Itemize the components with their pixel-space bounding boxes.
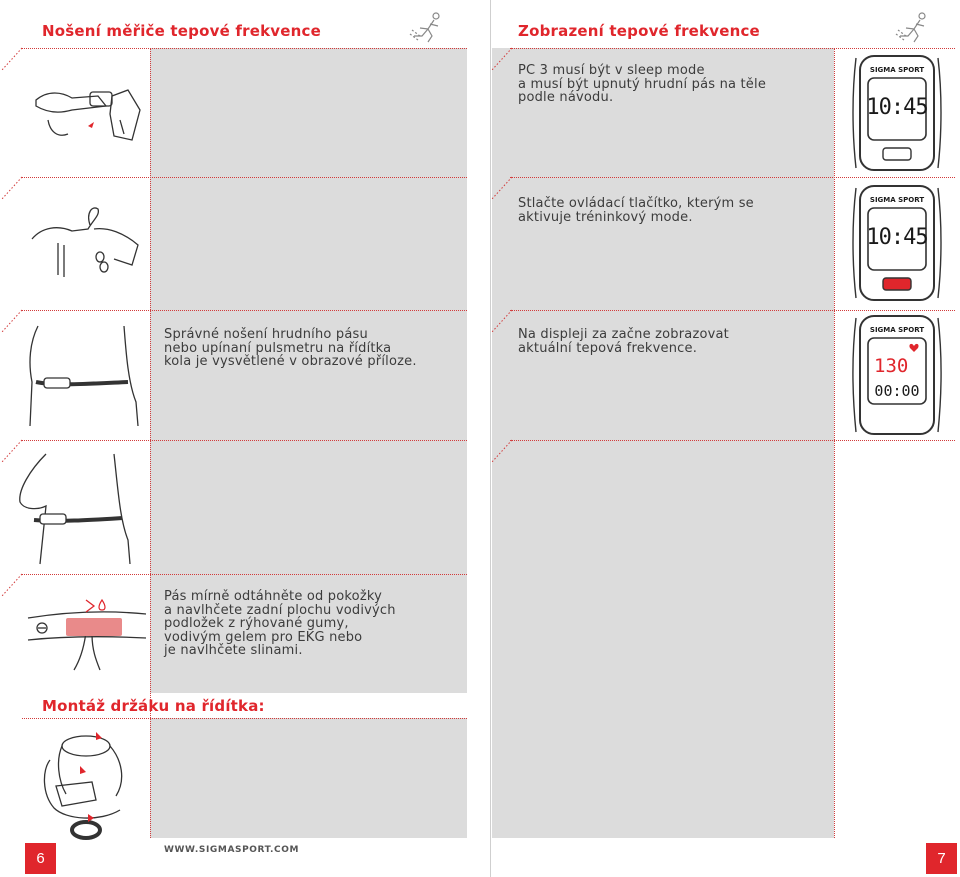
column-divider [834, 48, 835, 838]
footer-url: WWW.SIGMASPORT.COM [164, 845, 300, 855]
left-grey-panel-bottom [150, 718, 467, 838]
watch-button-pressed [883, 278, 911, 290]
watch-time: 10:45 [866, 95, 928, 120]
arrow-icon [80, 766, 86, 774]
watch-brand: SIGMA SPORT [869, 66, 925, 74]
moisten-pads-text: Pás mírně odtáhněte od pokožky a navlhčete zadní plochu vodivých podložek z rýhované gumy, vodivým gelem pro EKG nebo je navlhčete slinami. [164, 589, 396, 659]
watch-brand: SIGMA SPORT [869, 196, 925, 204]
strap-clip-illustration [28, 70, 146, 160]
runner-icon [408, 10, 450, 44]
watch-brand: SIGMA SPORT [869, 326, 925, 334]
watch-time: 10:45 [866, 225, 928, 250]
page-number-left: 6 [25, 843, 56, 874]
step1-text: PC 3 musí být v sleep mode a musí být upnutý hrudní pás na těle podle návodu. [518, 63, 767, 106]
arrow-icon [88, 122, 94, 128]
page-title-right: Zobrazení tepové frekvence [518, 22, 760, 40]
row-separator [510, 177, 955, 178]
row-separator [22, 177, 467, 178]
watch-display-sleep [852, 52, 942, 174]
watch-heart-rate: 130 [874, 355, 909, 377]
step2-text: Stlačte ovládací tlačítko, kterým se aktivuje tréninkový mode. [518, 196, 754, 225]
pad-area [66, 618, 122, 636]
mount-heading: Montáž držáku na řídítka: [42, 697, 265, 715]
right-grey-panel [492, 48, 834, 838]
water-drop-icon [99, 600, 105, 610]
watch-display-activate [852, 182, 942, 304]
chest-strap-male-illustration [24, 322, 149, 430]
row-separator [510, 310, 955, 311]
chest-strap-female-illustration [10, 450, 148, 568]
watch-button [883, 148, 911, 160]
row-separator [22, 574, 467, 575]
chest-strap-text: Správné nošení hrudního pásu nebo upínaní pulsmetru na řídítka kola je vysvětlené v obrazové příloze. [164, 327, 417, 370]
row-separator [510, 48, 955, 49]
row-separator [22, 48, 467, 49]
page-title-left: Nošení měřiče tepové frekvence [42, 22, 321, 40]
runner-icon [894, 10, 936, 44]
row-separator [22, 440, 467, 441]
step3-text: Na displeji za začne zobrazovat aktuální tepová frekvence. [518, 327, 729, 356]
row-diagonals [490, 40, 520, 470]
handlebar-mount-illustration [36, 730, 146, 846]
strap-loop-illustration [28, 205, 146, 290]
right-page [480, 0, 960, 877]
moisten-pads-illustration [26, 596, 150, 676]
row-separator [22, 718, 467, 719]
watch-timer: 00:00 [874, 382, 920, 400]
arrow-icon [86, 600, 94, 612]
page-number-right: 7 [926, 843, 957, 874]
row-separator [510, 440, 955, 441]
column-divider [150, 48, 151, 838]
watch-display-heartrate [852, 312, 942, 438]
row-separator [22, 310, 467, 311]
